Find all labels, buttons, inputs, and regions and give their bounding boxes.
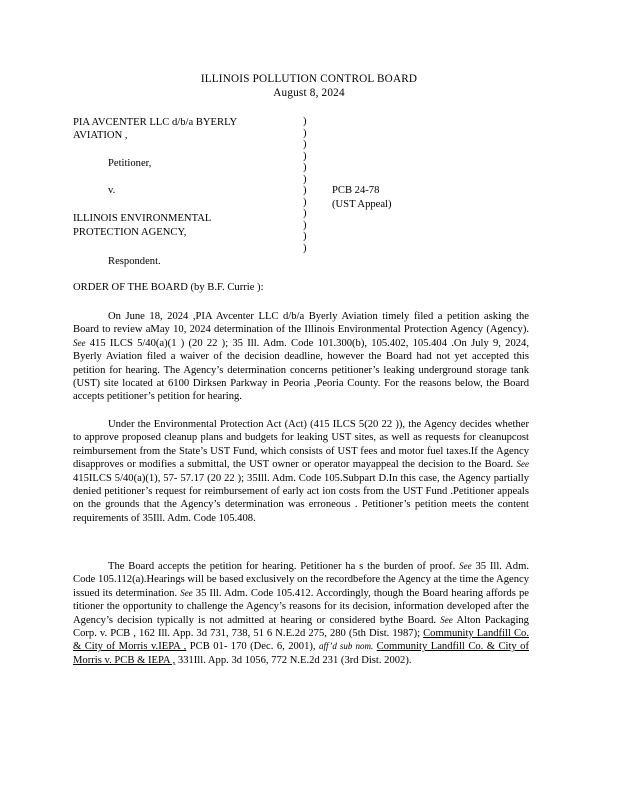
respondent-name-line2: PROTECTION AGENCY, xyxy=(73,227,187,238)
board-title: ILLINOIS POLLUTION CONTROL BOARD xyxy=(200,73,418,85)
order-date: August 8, 2024 xyxy=(273,87,345,99)
paragraph-1: On June 18, 2024 ,PIA Avcenter LLC d/b/a Byerly Aviation timely filed a petition asking the Board to review aMay 10, 2024 determination of the Illinois Environmental Protection Agency (Agency). See 415 ILCS 5/40(a)(1 ) (20 22 ); 35 Ill. Adm. Code 101.300(b), 105.402, 105.404 .On July 9, 2024, Byerly Aviation filed a waiver of the decision deadline, however the Board had not yet accepted this petition for hearing. The Agency’s determination concerns petitioner’s leaking underground storage tank (UST) site located at 6100 Dirksen Parkway in Peoria ,Peoria County. For the reasons below, the Board accepts petitioner’s petition for hearing. xyxy=(73,311,530,403)
petitioner-role: Petitioner, xyxy=(108,158,152,169)
caption-parentheses: ) ) ) ) ) ) ) ) ) ) ) ) xyxy=(303,116,307,255)
paragraph-2: Under the Environmental Protection Act (Act) (415 ILCS 5(20 22 )), the Agency decides whether to approve proposed cleanup plans and budgets for leaking UST sites, as well as requests for cleanupcost reimbursement from the State’s UST Fund, which consists of UST fees and motor fuel taxes.If the Agency disapproves or modifies a submittal, the UST owner or operator mayappeal the decision to the Board. See 415ILCS 5/40(a)(1), 57- 57.17 (20 22 ); 35Ill. Adm. Code 105.Subpart D.In this case, the Agency partially denied petitioner’s request for reimbursement of early act ion costs from the UST Fund .Petitioner appeals on the grounds that the Agency’s determination was erroneous . Petitioner’s petition meets the content requirements of 35Ill. Adm. Code 105.408. xyxy=(73,419,529,524)
versus: v. xyxy=(108,185,116,196)
order-heading: ORDER OF THE BOARD (by B.F. Currie ): xyxy=(73,282,264,293)
case-number: PCB 24-78 xyxy=(332,185,380,196)
petitioner-name-line2: AVIATION , xyxy=(73,130,128,141)
case-citation-1: Community Landfill Co. & City of Morris v.IEPA , xyxy=(73,628,529,653)
case-type: (UST Appeal) xyxy=(332,199,392,210)
respondent-role: Respondent. xyxy=(108,256,161,267)
paragraph-3: The Board accepts the petition for hearing. Petitioner ha s the burden of proof. See 35 Ill. Adm. Code 105.112(a).Hearings will be based exclusively on the recordbefore the Agency at the time the Agency issued its determination. See 35 Ill. Adm. Code 105.412. Accordingly, though the Board hearing affords pe titioner the opportunity to challenge the Agency’s reasons for its decision, information developed after the Agency’s decision typically is not admitted at hearing or considered bythe Board. See Alton Packaging Corp. v. PCB , 162 Ill. App. 3d 731, 738, 51 6 N.E.2d 275, 280 (5th Dist. 1987); Community Landfill Co. & City of Morris v.IEPA , PCB 01- 170 (Dec. 6, 2001), aff’d sub nom. Community Landfill Co. & City of Morris v. PCB & IEPA , 331Ill. App. 3d 1056, 772 N.E.2d 231 (3rd Dist. 2002). xyxy=(73,561,529,666)
case-citation-2: Community Landfill Co. & City of Morris v. PCB & IEPA , xyxy=(73,641,529,666)
petitioner-name-line1: PIA AVCENTER LLC d/b/a BYERLY xyxy=(73,117,238,128)
respondent-name-line1: ILLINOIS ENVIRONMENTAL xyxy=(73,213,212,224)
